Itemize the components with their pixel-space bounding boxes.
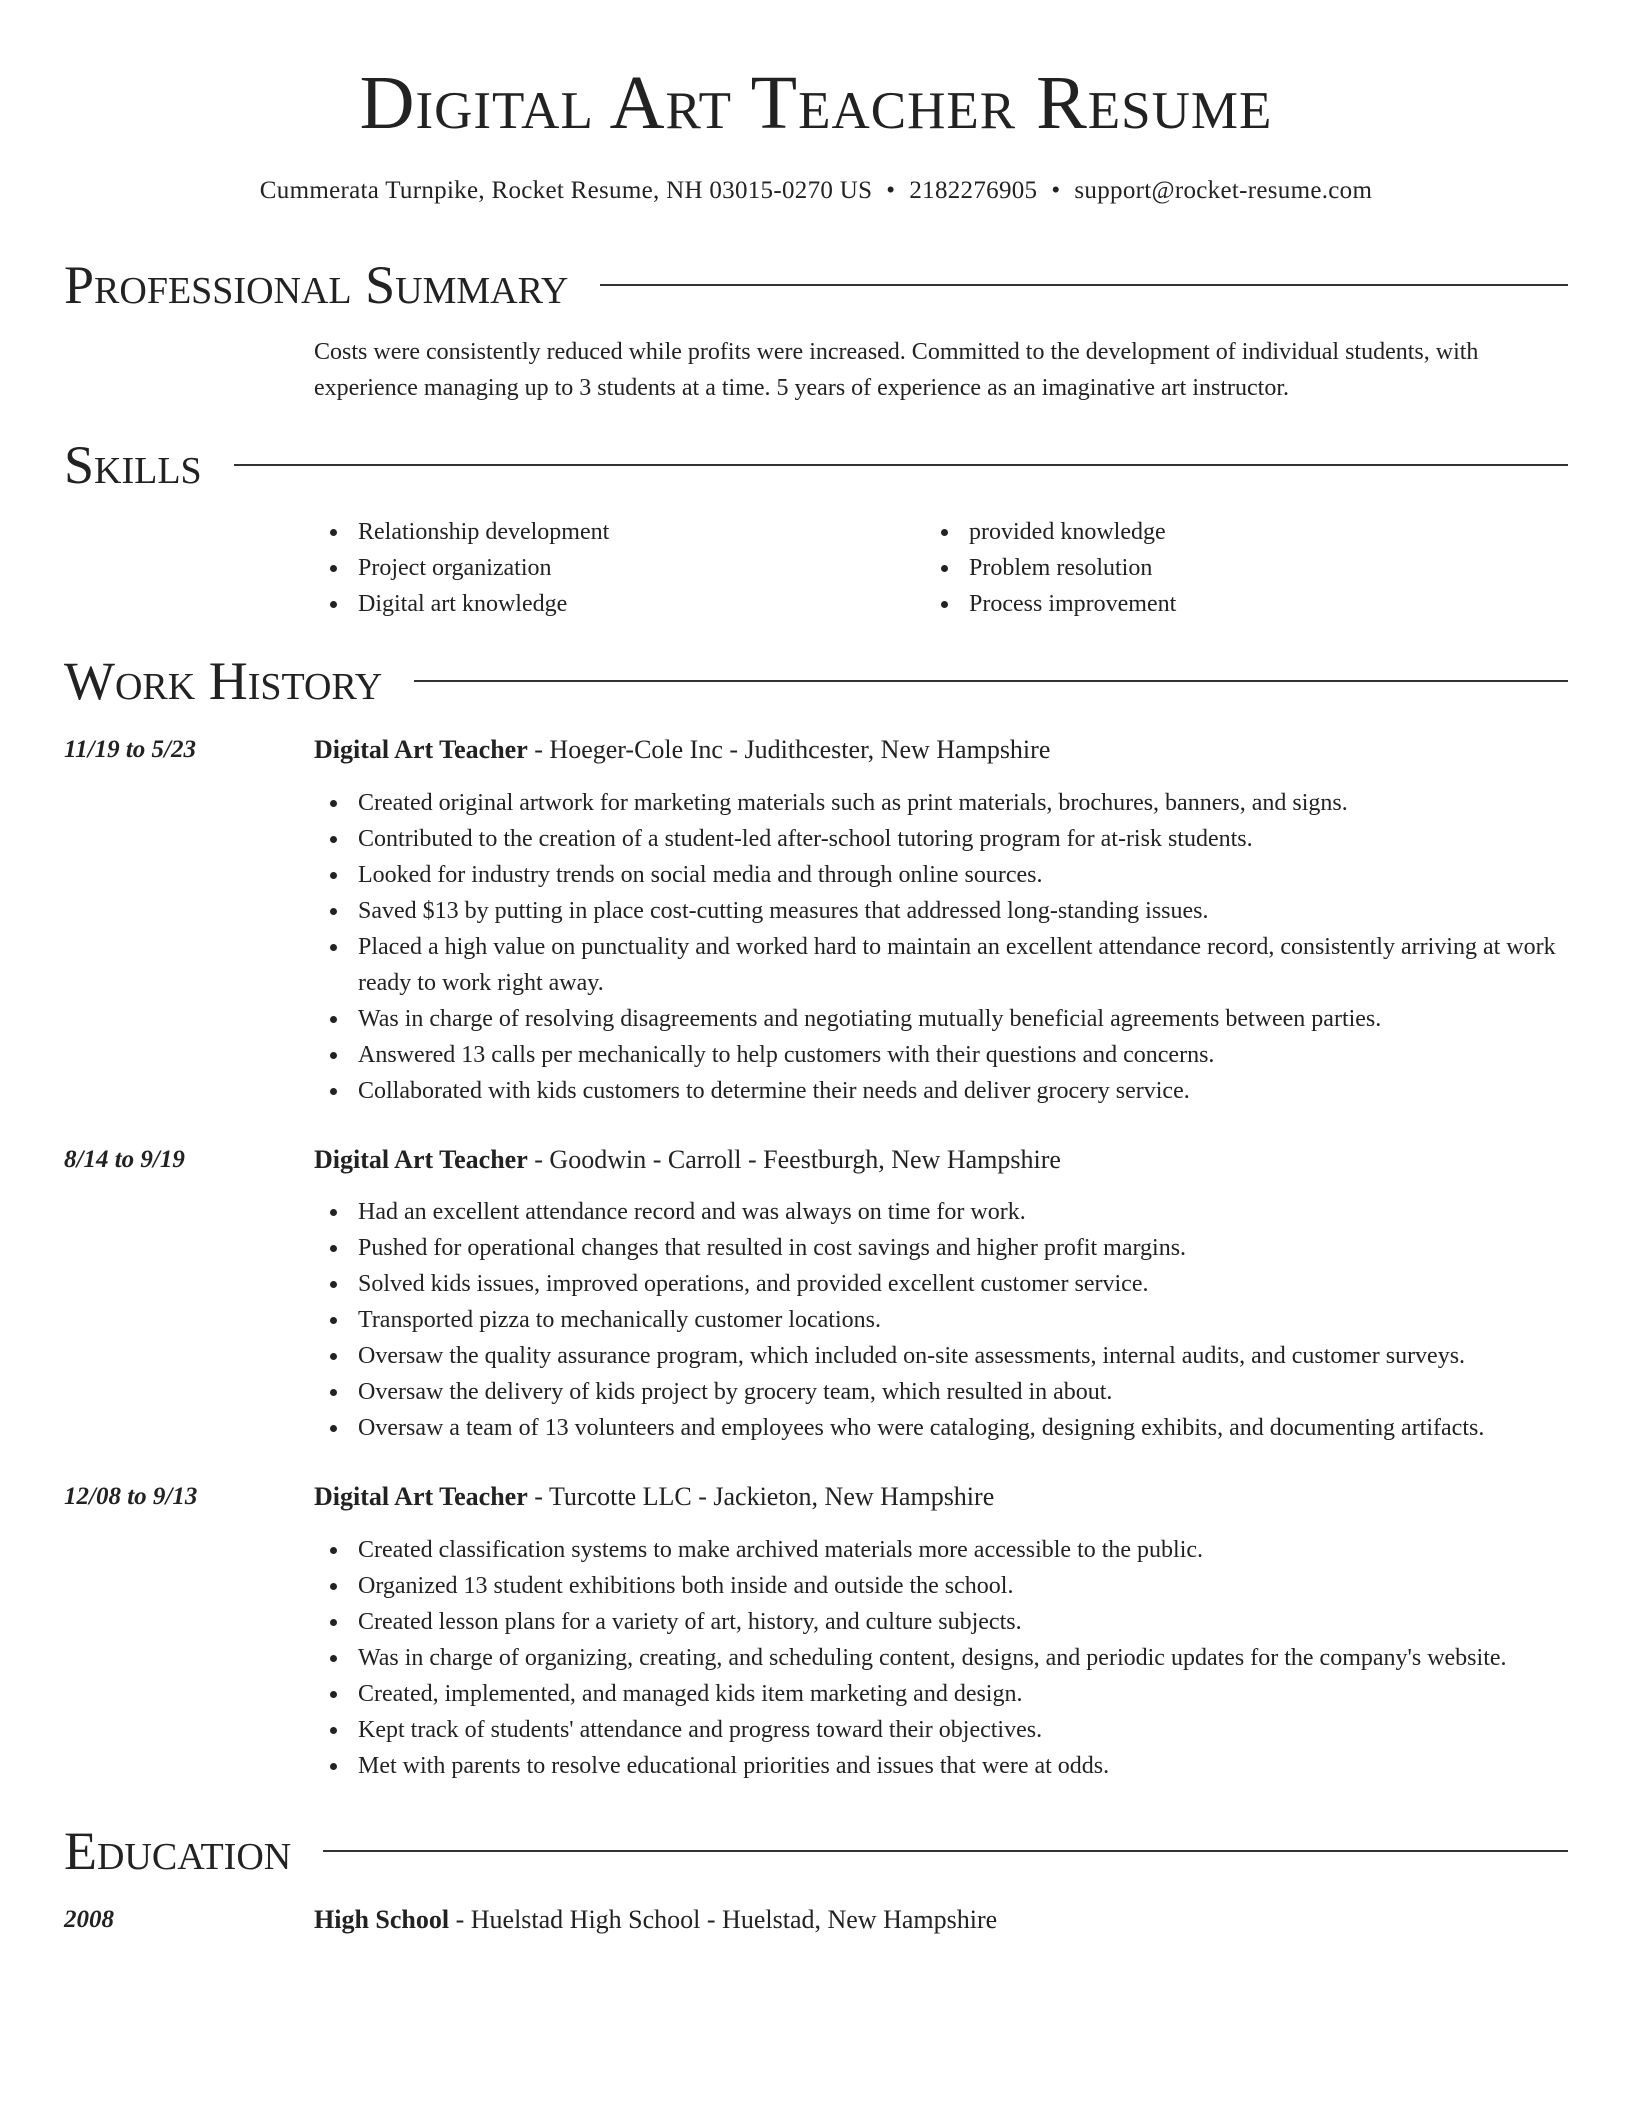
section-title-education: Education (64, 1821, 292, 1881)
job-bullet: Answered 13 calls per mechanically to help customers with their questions and concerns. (314, 1037, 1568, 1073)
job-bullet: Pushed for operational changes that resulted in cost savings and higher profit margins. (314, 1230, 1568, 1266)
skill-item: Process improvement (925, 586, 1525, 622)
job-bullet: Created original artwork for marketing materials such as print materials, brochures, banners, and signs. (314, 785, 1568, 821)
section-divider (323, 1850, 1568, 1852)
section-divider (600, 284, 1568, 286)
job-bullet: Collaborated with kids customers to determine their needs and deliver grocery service. (314, 1073, 1568, 1109)
job-bullet: Transported pizza to mechanically customer locations. (314, 1302, 1568, 1338)
skills-list-right (925, 514, 1525, 622)
job-bullets (314, 1194, 1568, 1446)
job-dates: 11/19 to 5/23 (64, 736, 196, 763)
job-heading (314, 732, 1568, 768)
job-bullet: Kept track of students' attendance and progress toward their objectives. (314, 1712, 1568, 1748)
job-title: Digital Art Teacher (314, 735, 528, 764)
contact-separator: • (886, 177, 896, 204)
education-details: - Huelstad High School - Huelstad, New Hampshire (449, 1905, 998, 1934)
skill-item: Problem resolution (925, 550, 1525, 586)
job-bullet: Had an excellent attendance record and was always on time for work. (314, 1194, 1568, 1230)
section-divider (414, 680, 1568, 682)
section-header-education (64, 1816, 1568, 1886)
job-bullets (314, 785, 1568, 1109)
job-dates: 12/08 to 9/13 (64, 1483, 198, 1510)
job-bullet: Contributed to the creation of a student-led after-school tutoring program for at-risk students. (314, 821, 1568, 857)
skills-list-left (314, 514, 914, 622)
section-divider (234, 464, 1568, 466)
job-bullet: Met with parents to resolve educational priorities and issues that were at odds. (314, 1748, 1568, 1784)
section-title-skills: Skills (64, 435, 202, 495)
job-bullet: Oversaw the delivery of kids project by grocery team, which resulted in about. (314, 1374, 1568, 1410)
contact-phone: 2182276905 (909, 177, 1038, 204)
skill-item: Project organization (314, 550, 914, 586)
job-heading (314, 1479, 1568, 1515)
section-title-summary: Professional Summary (64, 255, 569, 315)
job-bullet: Saved $13 by putting in place cost-cutting measures that addressed long-standing issues. (314, 893, 1568, 929)
job-title: Digital Art Teacher (314, 1145, 528, 1174)
job-bullet: Organized 13 student exhibitions both inside and outside the school. (314, 1568, 1568, 1604)
page-title: Digital Art Teacher Resume (359, 61, 1273, 145)
job-details: - Hoeger-Cole Inc - Judithcester, New Hampshire (527, 735, 1051, 764)
contact-separator: • (1051, 177, 1061, 204)
job-title: Digital Art Teacher (314, 1482, 528, 1511)
education-year: 2008 (64, 1906, 114, 1933)
section-title-work: Work History (64, 651, 383, 711)
contact-address: Cummerata Turnpike, Rocket Resume, NH 03015-0270 US (259, 177, 873, 204)
education-heading (314, 1902, 1568, 1938)
job-details: - Turcotte LLC - Jackieton, New Hampshire (527, 1482, 995, 1511)
section-header-skills (64, 430, 1568, 500)
job-bullet: Was in charge of organizing, creating, and scheduling content, designs, and periodic updates for the company's website. (314, 1640, 1568, 1676)
job-bullet: Oversaw the quality assurance program, which included on-site assessments, internal audits, and customer surveys. (314, 1338, 1568, 1374)
job-bullets (314, 1532, 1568, 1784)
job-bullet: Was in charge of resolving disagreements and negotiating mutually beneficial agreements between parties. (314, 1001, 1568, 1037)
job-bullet: Placed a high value on punctuality and worked hard to maintain an excellent attendance record, consistently arriving at work ready to work right away. (314, 929, 1568, 1001)
job-bullet: Created lesson plans for a variety of art, history, and culture subjects. (314, 1604, 1568, 1640)
job-bullet: Solved kids issues, improved operations, and provided excellent customer service. (314, 1266, 1568, 1302)
contact-line (0, 174, 1632, 208)
education-degree: High School (314, 1905, 450, 1934)
job-dates: 8/14 to 9/19 (64, 1146, 185, 1173)
job-bullet: Looked for industry trends on social media and through online sources. (314, 857, 1568, 893)
skill-item: provided knowledge (925, 514, 1525, 550)
job-bullet: Created classification systems to make archived materials more accessible to the public. (314, 1532, 1568, 1568)
job-details: - Goodwin - Carroll - Feestburgh, New Hampshire (527, 1145, 1061, 1174)
section-header-summary (64, 250, 1568, 320)
job-bullet: Created, implemented, and managed kids item marketing and design. (314, 1676, 1568, 1712)
job-bullet: Oversaw a team of 13 volunteers and employees who were cataloging, designing exhibits, and documenting artifacts. (314, 1410, 1568, 1446)
job-heading (314, 1142, 1568, 1178)
skill-item: Relationship development (314, 514, 914, 550)
skill-item: Digital art knowledge (314, 586, 914, 622)
section-header-work (64, 646, 1568, 716)
contact-email: support@rocket-resume.com (1074, 177, 1373, 204)
summary-text: Costs were consistently reduced while profits were increased. Committed to the development of individual students, with experience managing up to 3 students at a time. 5 years of experience as an imaginative art instructor. (314, 339, 1479, 401)
